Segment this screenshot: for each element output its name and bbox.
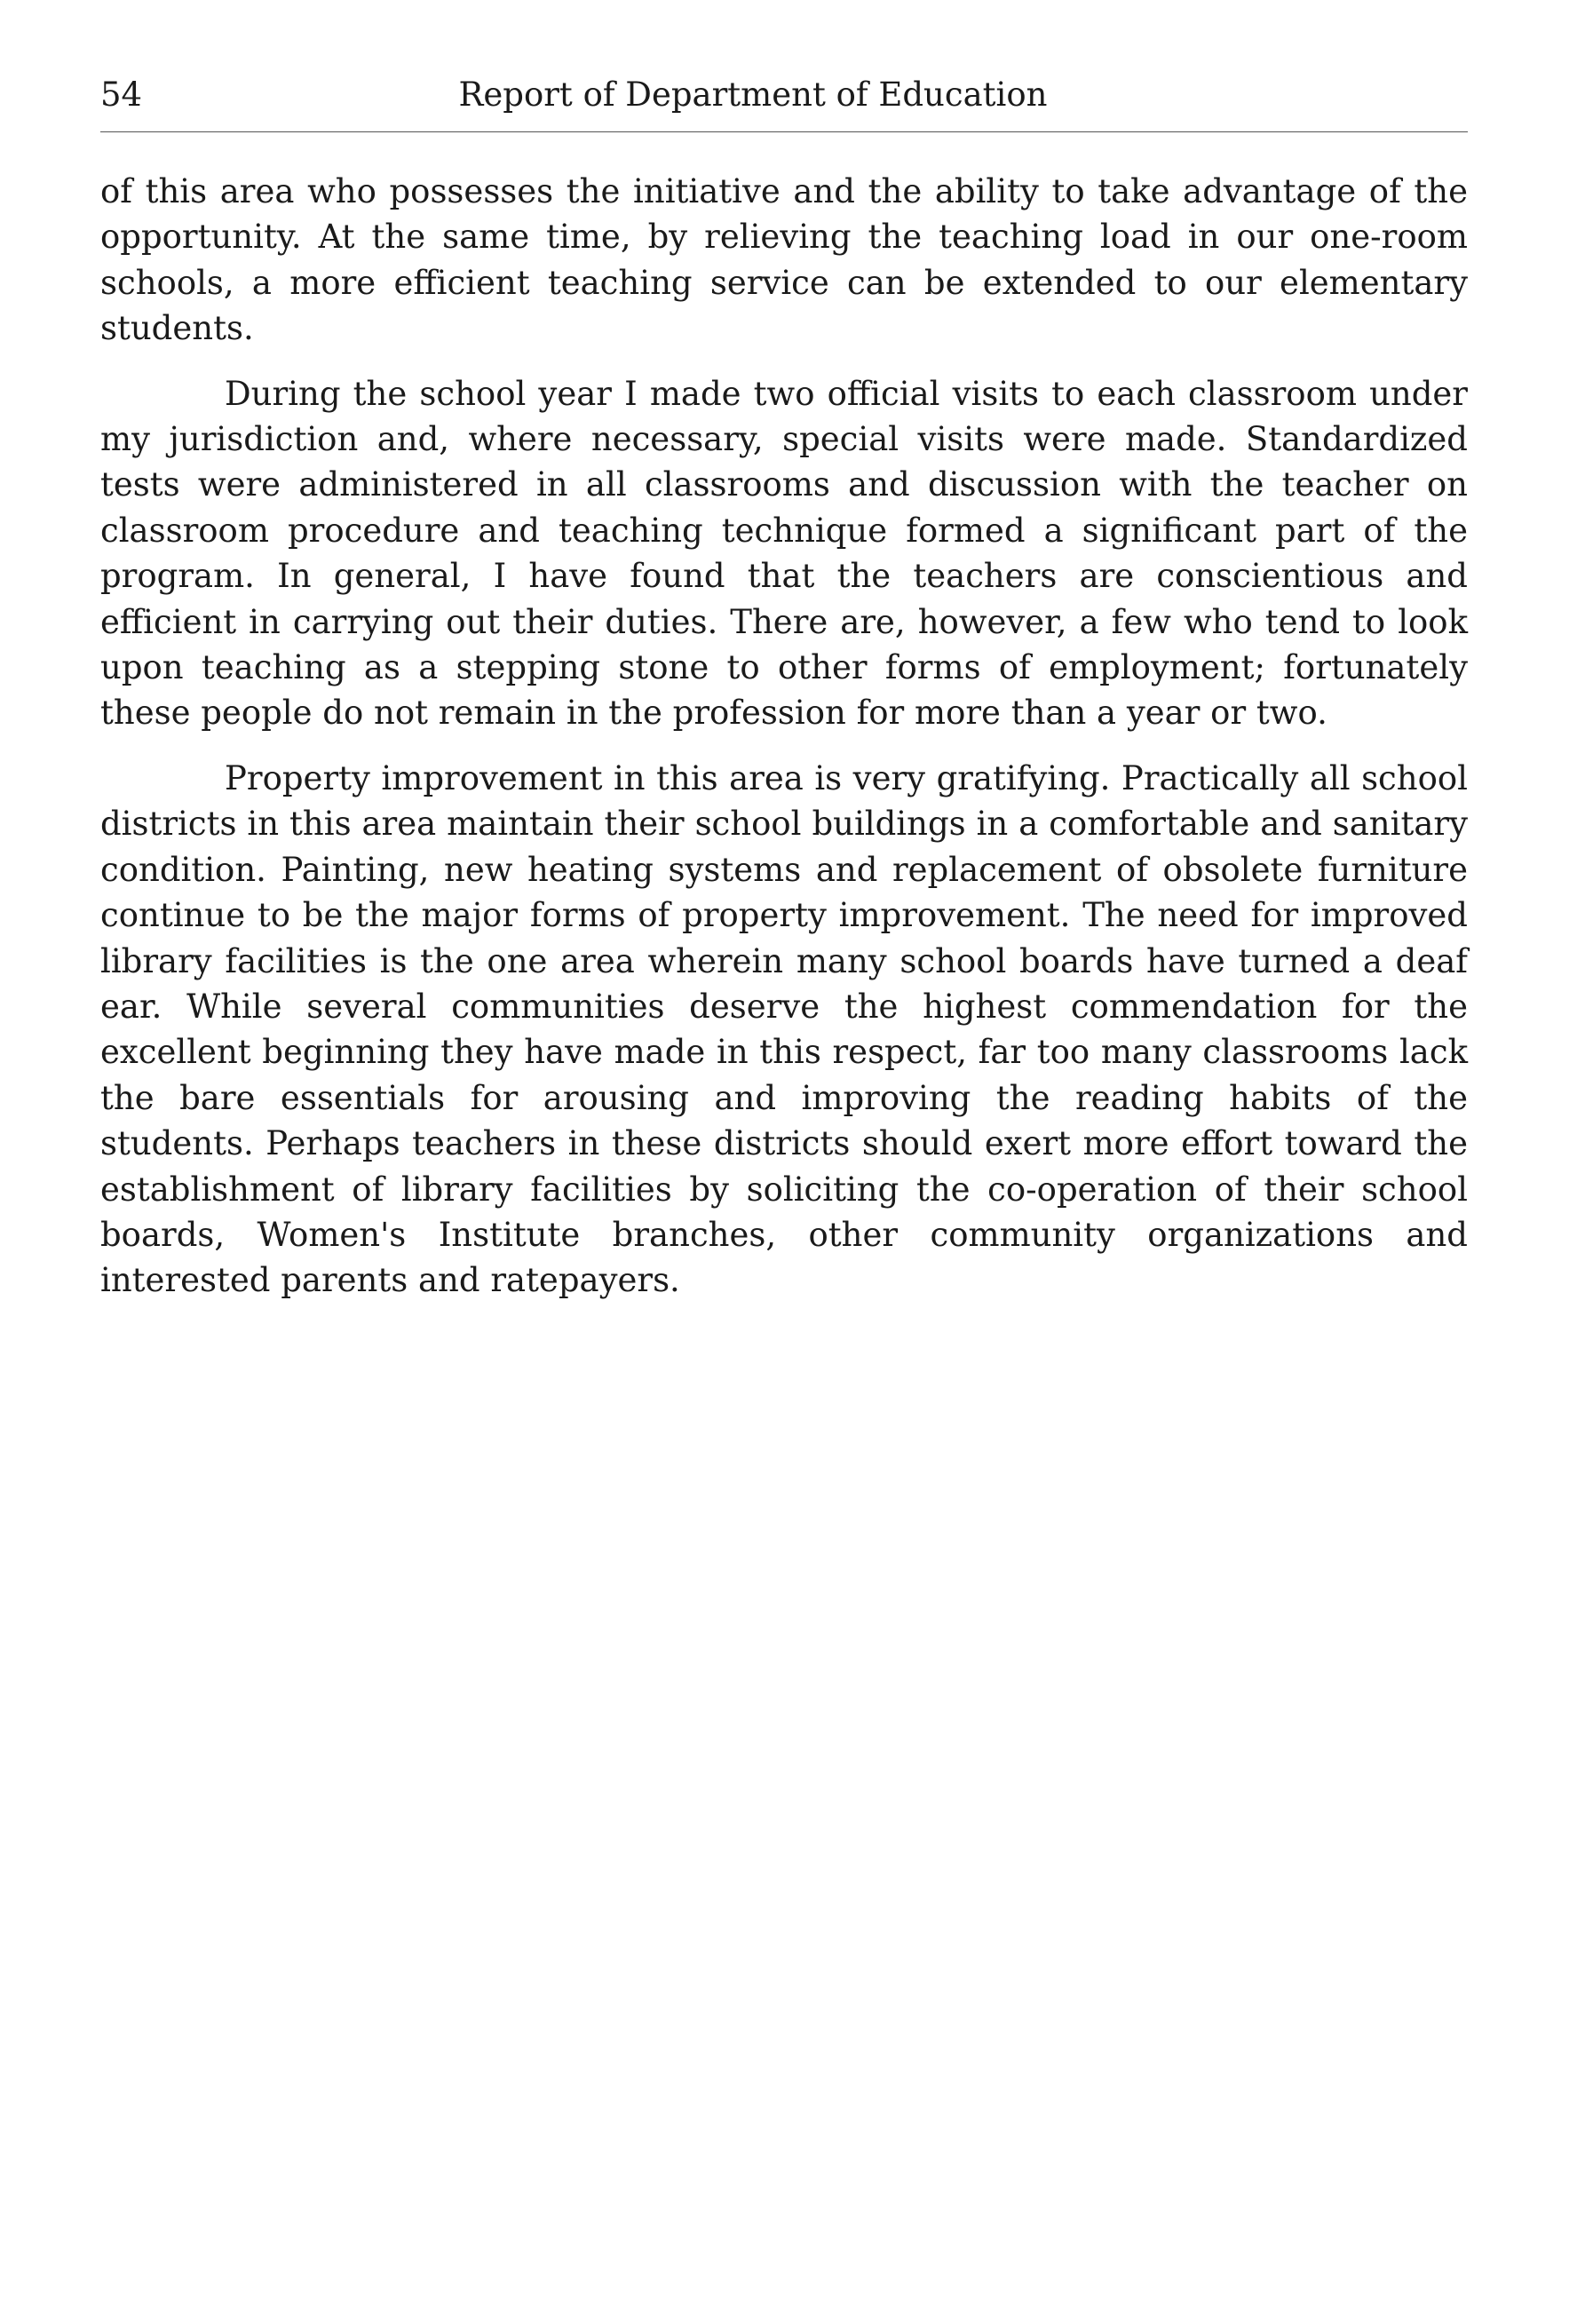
running-title: Report of Department of Education <box>458 75 1048 114</box>
body-text <box>100 169 1468 1323</box>
running-head <box>100 69 1468 121</box>
page-number: 54 <box>100 75 143 114</box>
paragraph-property-improvement: Property improvement in this area is very gratifying. Practically all school districts in this area maintain their school buildings in a comfortable and sanitary condition. Painting, new heating systems and replacement of obsolete furniture continue to be the major forms of property improvement. The need for improved library facilities is the one area wherein many school boards have turned a deaf ear. While several communities deserve the highest commendation for the excellent beginning they have made in this respect, far too many classrooms lack the bare essentials for arousing and improving the reading habits of the students. Perhaps teachers in these districts should exert more effort toward the establishment of library facilities by soliciting the co-operation of their school boards, Women's Institute branches, other community organizations and interested parents and ratepayers. <box>100 758 1468 1300</box>
paragraph-continued: of this area who possesses the initiative and the ability to take advantage of the opportunity. At the same time, by relieving the teaching load in our one-room schools, a more efficient teaching service can be extended to our elementary students. <box>100 172 1468 348</box>
paragraph-classroom-visits: During the school year I made two official visits to each classroom under my jurisdiction and, where necessary, special visits were made. Standardized tests were administered in all classrooms and discussion with the teacher on classroom procedure and teaching technique formed a significant part of the program. In general, I have found that the teachers are conscientious and efficient in carrying out their duties. There are, however, a few who tend to look upon teaching as a stepping stone to other forms of employment; fortunately these people do not remain in the profession for more than a year or two. <box>100 374 1468 733</box>
header-rule <box>100 131 1468 132</box>
